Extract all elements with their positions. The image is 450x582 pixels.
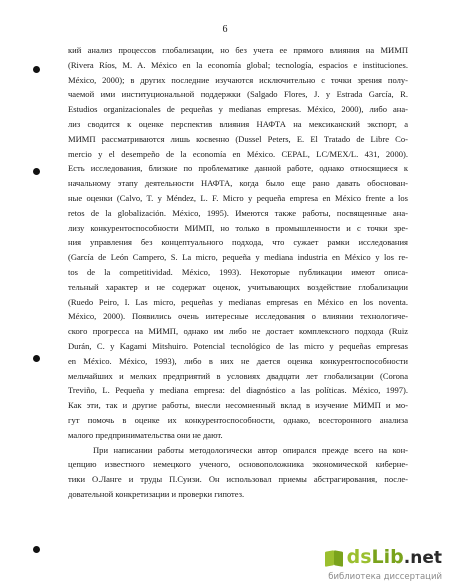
text-line: лиз сводится к оценке перспектив влияния НАФТА на мексиканский экспорт, а — [68, 118, 408, 129]
page-number: 6 — [222, 24, 228, 35]
text-line: México, 2000); в других последние изучаются исключительно с точки зрения полу- — [68, 74, 408, 85]
logo-lib: Lib — [371, 546, 404, 568]
text-line: México, 2000). Появились очень интересные исследования о влиянии технологиче- — [68, 311, 408, 322]
dslib-logo — [347, 547, 442, 568]
text-line: Estudios organizacionales de pequeñas y medianas empresas. México, 2000), либо ана- — [68, 104, 408, 115]
text-line: Как эти, так и другие работы, внесли несомненный вклад в изучение МИМП и мо- — [68, 400, 408, 411]
text-line: Есть исследования, близкие по проблематике данной работе, однако относящиеся к — [68, 163, 408, 174]
logo-net: .net — [403, 548, 442, 568]
text-line: довательной конкретизации и проверки гипотез. — [68, 488, 245, 499]
text-line: tos de la competitividad. México, 1993). Некоторые публикации имеют описа- — [68, 266, 408, 277]
logo-ds: ds — [346, 546, 372, 568]
margin-bullet-icon — [33, 66, 40, 73]
text-line: ные оценки (Calvo, T. y Méndez, L. F. Micro y pequeña empresa en México frente a los — [68, 192, 408, 203]
body-text — [68, 43, 408, 502]
text-line: mercio y el desempeño de la economía en México. CEPAL, LC/MEX/L. 431, 2000). — [68, 148, 408, 159]
margin-bullet-icon — [33, 168, 40, 175]
text-line: Treviño, L. Pequeña y mediana empresa: del diagnóstico a las políticas. México, 1997). — [68, 385, 408, 396]
text-line: retos de la globalización. México, 1995). Имеются также работы, посвященные ана- — [68, 207, 408, 218]
margin-bullet-icon — [33, 546, 40, 553]
text-line: цепцию известного немецкого ученого, основоположника экономической киберне- — [68, 459, 408, 470]
watermark-subtitle: библиотека диссертаций — [328, 572, 442, 582]
text-line: (García de León Campero, S. La micro, pequeña y mediana industria en México y los re- — [68, 252, 408, 263]
text-line: кий анализ процессов глобализации, но без учета ее прямого влияния на МИМП — [68, 45, 408, 55]
text-line: начальному этапу деятельности НАФТА, когда было еще рано давать обоснован- — [68, 178, 408, 189]
text-line: малого предпринимательства они не дают. — [68, 429, 223, 440]
text-line: ния управления без концептуального подхода, что сужает рамки исследования — [68, 237, 408, 248]
text-line: чаемой ими институциональной поддержки (Salgado Flores, J. y Estrada García, R. — [68, 89, 408, 100]
text-line: тельный характер и не содержат оценок, учитывающих воздействие глобализации — [68, 281, 408, 292]
text-line: тики О.Ланге и труды П.Суизи. Он использовал приемы абстрагирования, после- — [68, 474, 408, 485]
text-line: Durán, C. y Kagami Mitshuiro. Potencial tecnológico de las micro y pequeñas empresas — [68, 340, 408, 351]
text-line: лизу конкурентоспособности МИМП, но только в промышленности и с точки зре- — [68, 222, 408, 233]
text-line: МИМП рассматриваются лишь косвенно (Dussel Peters, E. El Tratado de Libre Co- — [68, 133, 408, 144]
text-line: мельчайших и мелких предприятий в условиях двадцати лет глобализации (Corona — [68, 370, 408, 381]
text-line: (Ruedo Peiro, I. Las micro, pequeñas y medianas empresas en México en los noventa. — [68, 296, 408, 307]
text-line: гут помочь в оценке их конкурентоспособности, однако, всесторонного анализа — [68, 414, 408, 425]
text-line: en México. México, 1993), либо в них не дается оценка конкурентоспособности — [68, 355, 408, 366]
margin-bullet-icon — [33, 355, 40, 362]
text-line: (Rivera Ríos, M. A. México en la economía global; tecnología, espacios e instituciones. — [68, 59, 408, 70]
dslib-watermark — [325, 547, 442, 568]
text-line: ского прогресса на МИМП, однако им либо не достает комплексного подхода (Ruiz — [68, 326, 408, 337]
book-icon — [325, 548, 343, 568]
text-line: При написании работы методологически автор опирался прежде всего на кон- — [93, 444, 408, 455]
